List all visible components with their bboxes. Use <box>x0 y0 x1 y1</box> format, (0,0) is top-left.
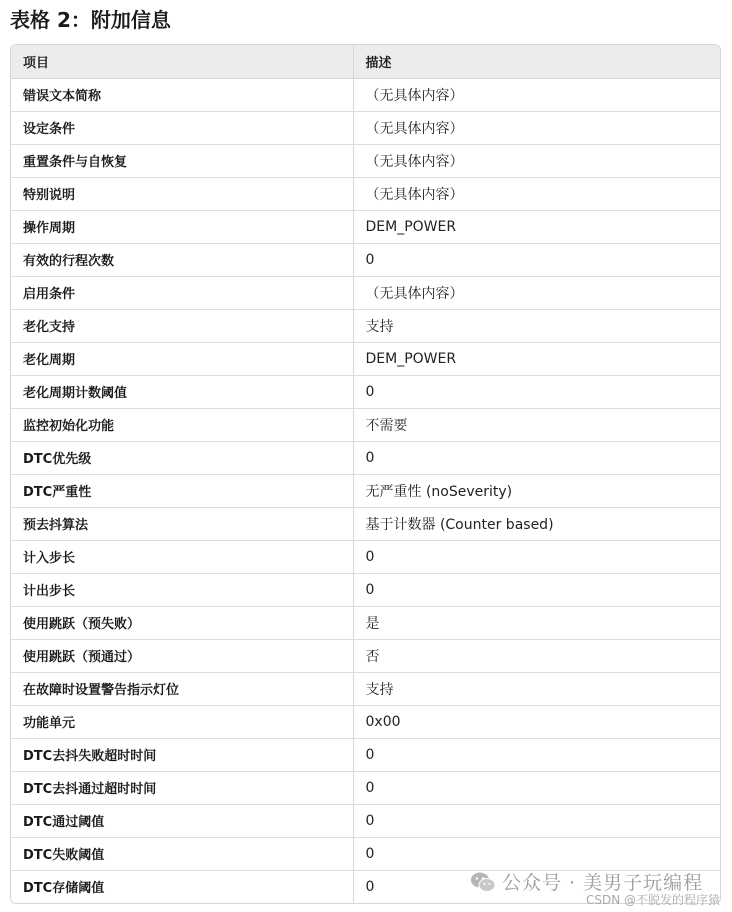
row-item: 老化支持 <box>11 309 353 342</box>
row-description: 否 <box>353 639 720 672</box>
row-item: 预去抖算法 <box>11 507 353 540</box>
row-description: 0 <box>353 771 720 804</box>
row-item: 重置条件与自恢复 <box>11 144 353 177</box>
table-row <box>11 639 720 672</box>
table-row <box>11 804 720 837</box>
row-description: 0 <box>353 738 720 771</box>
row-item: DTC失败阈值 <box>11 837 353 870</box>
row-description: 0 <box>353 804 720 837</box>
table-row <box>11 177 720 210</box>
header-description: 描述 <box>353 45 720 78</box>
row-item: 在故障时设置警告指示灯位 <box>11 672 353 705</box>
table-row <box>11 78 720 111</box>
row-description: 基于计数器 (Counter based) <box>353 507 720 540</box>
row-description: （无具体内容） <box>353 78 720 111</box>
table-row <box>11 606 720 639</box>
row-description: DEM_POWER <box>353 342 720 375</box>
row-item: 特别说明 <box>11 177 353 210</box>
table-row <box>11 375 720 408</box>
table-row <box>11 210 720 243</box>
row-description: 0 <box>365 878 375 895</box>
watermark-csdn: CSDN @不脱发的程序猿 <box>585 893 720 907</box>
table-header-row <box>11 45 720 78</box>
row-item: 有效的行程次数 <box>11 243 353 276</box>
row-description: 0 <box>353 540 720 573</box>
row-item: DTC存储阈值 <box>11 870 353 903</box>
row-description: 0 <box>353 375 720 408</box>
table-row <box>11 276 720 309</box>
row-item: 计出步长 <box>11 573 353 606</box>
row-description: DEM_POWER <box>353 210 720 243</box>
row-description: 支持 <box>353 672 720 705</box>
table-row <box>11 111 720 144</box>
row-item: DTC去抖失败超时时间 <box>11 738 353 771</box>
row-item: 操作周期 <box>11 210 353 243</box>
page-title: 表格 2：附加信息 <box>10 8 171 32</box>
table-row <box>11 474 720 507</box>
row-item: DTC优先级 <box>11 441 353 474</box>
row-description: （无具体内容） <box>353 111 720 144</box>
row-item: DTC通过阈值 <box>11 804 353 837</box>
table-row <box>11 540 720 573</box>
row-description: 不需要 <box>353 408 720 441</box>
row-item: DTC去抖通过超时时间 <box>11 771 353 804</box>
row-description: 0 <box>353 837 720 870</box>
row-item: 功能单元 <box>11 705 353 738</box>
row-item: 老化周期 <box>11 342 353 375</box>
watermark-account-name: 公众号 · 美男子玩编程 <box>502 872 704 894</box>
row-item: 使用跳跃（预通过） <box>11 639 353 672</box>
table-body <box>11 78 720 903</box>
row-item: 使用跳跃（预失败） <box>11 606 353 639</box>
table-row <box>11 144 720 177</box>
table-row <box>11 243 720 276</box>
table-row <box>11 441 720 474</box>
row-description: 是 <box>353 606 720 639</box>
info-table <box>11 45 720 903</box>
row-description: 0x00 <box>353 705 720 738</box>
row-item: 设定条件 <box>11 111 353 144</box>
table-row <box>11 870 720 903</box>
info-table-container <box>10 44 721 904</box>
header-item: 项目 <box>11 45 353 78</box>
row-item: DTC严重性 <box>11 474 353 507</box>
table-row <box>11 738 720 771</box>
row-description: （无具体内容） <box>353 177 720 210</box>
table-row <box>11 705 720 738</box>
table-row <box>11 309 720 342</box>
table-row <box>11 573 720 606</box>
row-item: 错误文本简称 <box>11 78 353 111</box>
row-description: 0 <box>353 243 720 276</box>
table-row <box>11 672 720 705</box>
row-description: 0 <box>353 573 720 606</box>
row-description: 支持 <box>353 309 720 342</box>
row-item: 监控初始化功能 <box>11 408 353 441</box>
table-row <box>11 837 720 870</box>
table-row <box>11 342 720 375</box>
row-item: 启用条件 <box>11 276 353 309</box>
row-item: 计入步长 <box>11 540 353 573</box>
row-description: 无严重性 (noSeverity) <box>353 474 720 507</box>
row-description: （无具体内容） <box>353 144 720 177</box>
table-row <box>11 408 720 441</box>
table-row <box>11 507 720 540</box>
row-description: 0 <box>353 441 720 474</box>
table-row <box>11 771 720 804</box>
row-item: 老化周期计数阈值 <box>11 375 353 408</box>
row-description: （无具体内容） <box>353 276 720 309</box>
